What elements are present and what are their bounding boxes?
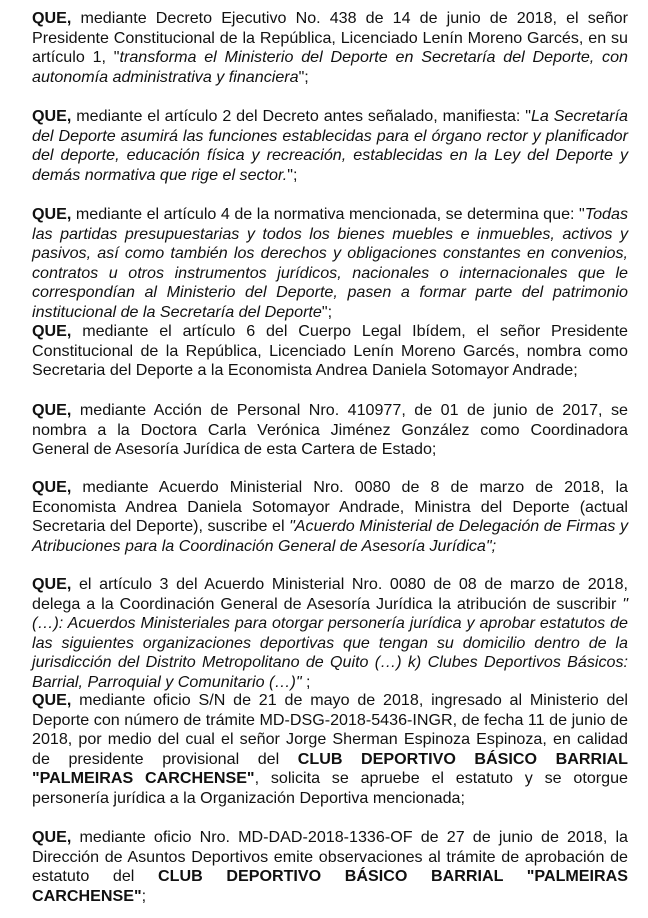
que-keyword: QUE, <box>32 107 72 125</box>
quoted-text: transforma el Ministerio del Deporte en Secretaría del Deporte, con autonomía administrativa y financiera <box>32 48 629 86</box>
que-keyword: QUE, <box>32 691 72 709</box>
considerando-paragraph <box>32 107 628 185</box>
que-keyword: QUE, <box>32 828 72 846</box>
paragraph-text: mediante Decreto Ejecutivo No. 438 de 14 de junio de 2018, el señor Presidente Constitucional de la República, Licenciado Lenín Moreno Garcés, en su artículo 1, " <box>32 9 628 66</box>
paragraph-text: , solicita se apruebe el estatuto y se otorgue personería jurídica a la Organización Deportiva mencionada; <box>32 769 628 807</box>
que-keyword: QUE, <box>32 205 72 223</box>
considerando-paragraph <box>32 691 628 808</box>
paragraph-text: ; <box>141 886 147 905</box>
paragraph-text: mediante Acuerdo Ministerial Nro. 0080 de 8 de marzo de 2018, la Economista Andrea Daniela Sotomayor Andrade, Ministra del Deporte (actual Secretaria del Deporte), suscribe el <box>32 478 628 535</box>
paragraph-text: mediante Acción de Personal Nro. 410977, de 01 de junio de 2017, se nombra a la Doctora Carla Verónica Jiménez González como Coordinadora General de Asesoría Jurídica de esta Cartera de Estado; <box>32 401 628 458</box>
paragraph-text: mediante el artículo 6 del Cuerpo Legal Ibídem, el señor Presidente Constitucional de la República, Licenciado Lenín Moreno Garcés, nombra como Secretaria del Deporte a la Economista Andrea Daniela Sotomayor Andrade; <box>32 322 628 379</box>
paragraph-text: "; <box>321 302 333 321</box>
considerando-paragraph <box>32 828 628 906</box>
paragraph-text: mediante el artículo 2 del Decreto antes señalado, manifiesta: " <box>71 107 531 125</box>
que-keyword: QUE, <box>32 575 72 593</box>
club-name-bold: CLUB DEPORTIVO BÁSICO BARRIAL "PALMEIRAS CARCHENSE" <box>32 867 628 905</box>
quoted-text: "(…): Acuerdos Ministeriales para otorgar personería jurídica y aprobar estatutos de las siguientes organizaciones deportivas que tengan su domicilio dentro de la jurisdicción del Distrito Metropolitano de Quito (…) k) Clubes Deportivos Básicos: Barrial, Parroquial y Comunitario (…)" <box>32 594 628 691</box>
quoted-text: La Secretaría del Deporte asumirá las funciones establecidas para el órgano rector y planificador del deporte, educación física y recreación, establecidas en la Ley del Deporte y demás normativa que rige el sector. <box>32 107 628 184</box>
paragraph-text: mediante oficio S/N de 21 de mayo de 2018, ingresado al Ministerio del Deporte con número de trámite MD-DSG-2018-5436-INGR, de fecha 11 de junio de 2018, por medio del cual el señor Jorge Sherman Espinoza Espinoza, en calidad de presidente provisional del <box>32 691 628 768</box>
considerando-paragraph <box>32 205 628 322</box>
paragraph-text: "; <box>298 67 309 86</box>
considerando-paragraph <box>32 478 628 556</box>
paragraph-text: el artículo 3 del Acuerdo Ministerial Nro. 0080 de 08 de marzo de 2018, delega a la Coordinación General de Asesoría Jurídica la atribución de suscribir <box>32 575 628 613</box>
considerando-paragraph <box>32 401 628 460</box>
considerando-paragraph <box>32 575 628 692</box>
que-keyword: QUE, <box>32 9 72 27</box>
que-keyword: QUE, <box>32 478 72 496</box>
paragraph-text: mediante el artículo 4 de la normativa mencionada, se determina que: " <box>71 205 585 223</box>
quoted-text: Todas las partidas presupuestarias y todos los bienes muebles e inmuebles, activos y pasivos, así como también los derechos y obligaciones constantes en convenios, contratos u otros instrumentos jurídicos, nacionales o internacionales que le correspondían al Ministerio del Deporte, pasen a formar parte del patrimonio institucional de la Secretaría del Deporte <box>32 205 628 321</box>
considerando-paragraph <box>32 322 628 381</box>
club-name-bold: CLUB DEPORTIVO BÁSICO BARRIAL "PALMEIRAS CARCHENSE" <box>32 749 628 787</box>
considerando-paragraph <box>32 9 628 87</box>
quoted-text: "Acuerdo Ministerial de Delegación de Firmas y Atribuciones para la Coordinación General de Asesoría Jurídica"; <box>32 517 628 555</box>
que-keyword: QUE, <box>32 322 72 340</box>
paragraph-text: ; <box>301 672 311 691</box>
paragraph-text: mediante oficio Nro. MD-DAD-2018-1336-OF de 27 de junio de 2018, la Dirección de Asuntos Deportivos emite observaciones al trámite de aprobación de estatuto del <box>32 828 628 885</box>
que-keyword: QUE, <box>32 401 72 419</box>
paragraph-text: "; <box>287 165 298 184</box>
